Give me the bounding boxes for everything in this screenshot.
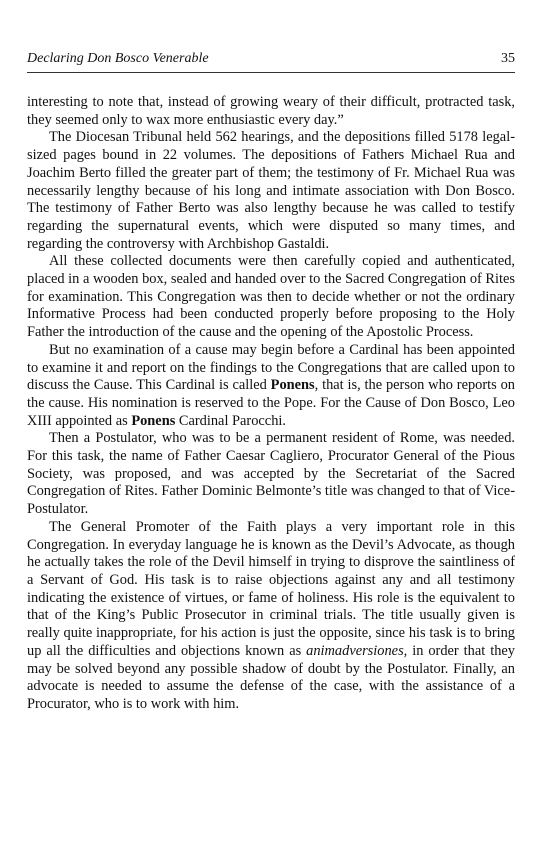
- text-segment: Then a Postulator, who was to be a permanent resident of Rome, was needed. For this task, the name of Father Caesar Cagliero, Procurator General of the Pious Society, was proposed, and was accepted by the Secretariat of the Sacred Congregation of Rites. Father Dominic Belmonte’s title was changed to that of Vice-Postulator.: [27, 430, 515, 518]
- text-segment: , that is, the person who reports on the cause. His nomination is reserved to the Pope. For the Cause of Don Bosco, Leo XIII appointed as: [27, 377, 515, 429]
- text-segment: But no examination of a cause may begin before a Cardinal has been appointed to examine it and report on the findings to the Congregations that are called upon to discuss the Cause. This Cardinal is called: [27, 341, 515, 394]
- paragraph-continuation: [27, 94, 515, 129]
- paragraph-promoter-of-faith: [27, 519, 515, 714]
- bold-term-ponens: Ponens: [270, 377, 315, 394]
- paragraph-collected-documents: [27, 253, 515, 342]
- text-segment: interesting to note that, instead of growing weary of their difficult, protracted task, they seemed only to wax more enthusiastic every day.”: [27, 94, 515, 128]
- header-rule: [27, 72, 515, 73]
- paragraph-ponens: [27, 342, 515, 431]
- page-header: [27, 50, 515, 70]
- text-segment: The Diocesan Tribunal held 562 hearings, and the depositions filled 5178 legal-sized pages bound in 22 volumes. The depositions of Fathers Michael Rua and Joachim Berto filled the greater part of them; the testimony of Fr. Michael Rua was necessarily lengthy because of his long and intimate association with Don Bosco. The testimony of Father Berto was also lengthy because he was called to testify regarding the supernatural events, which were disputed so many times, and regarding the controversy with Archbishop Gastaldi.: [27, 129, 515, 252]
- text-segment: Cardinal Parocchi.: [175, 412, 286, 429]
- italic-term-animadversiones: animadversiones,: [306, 642, 408, 659]
- text-segment: The General Promoter of the Faith plays a very important role in this Congregation. In everyday language he is known as the Devil’s Advocate, as though he actually takes the role of the Devil himself in trying to disprove the saintliness of a Servant of God. His task is to raise objections against any and all testimony indicating the existence of virtues, or fame of holiness. His role is the equivalent to that of the King’s Public Prosecutor in criminal trials. The title usually given is really quite inappropriate, for his action is just the opposite, since his task is to bring up all the difficulties and objections known as: [27, 518, 515, 659]
- body-text: [27, 94, 515, 714]
- bold-term-ponens: Ponens: [131, 412, 176, 429]
- text-segment: in order that they may be solved beyond any possible shadow of doubt by the Postulator. Finally, an advocate is needed to assume the defense of the case, with the assistance of a Procurator, who is to work with him.: [27, 642, 515, 712]
- page-number: 35: [501, 51, 515, 66]
- running-head: Declaring Don Bosco Venerable: [27, 51, 209, 66]
- paragraph-diocesan-tribunal: [27, 129, 515, 253]
- paragraph-postulator: [27, 430, 515, 519]
- text-segment: All these collected documents were then carefully copied and authenticated, placed in a wooden box, sealed and handed over to the Sacred Congregation of Rites for examination. This Congregation was then to decide whether or not the ordinary Informative Process had been conducted properly before proposing to the Holy Father the introduction of the cause and the opening of the Apostolic Process.: [27, 253, 515, 341]
